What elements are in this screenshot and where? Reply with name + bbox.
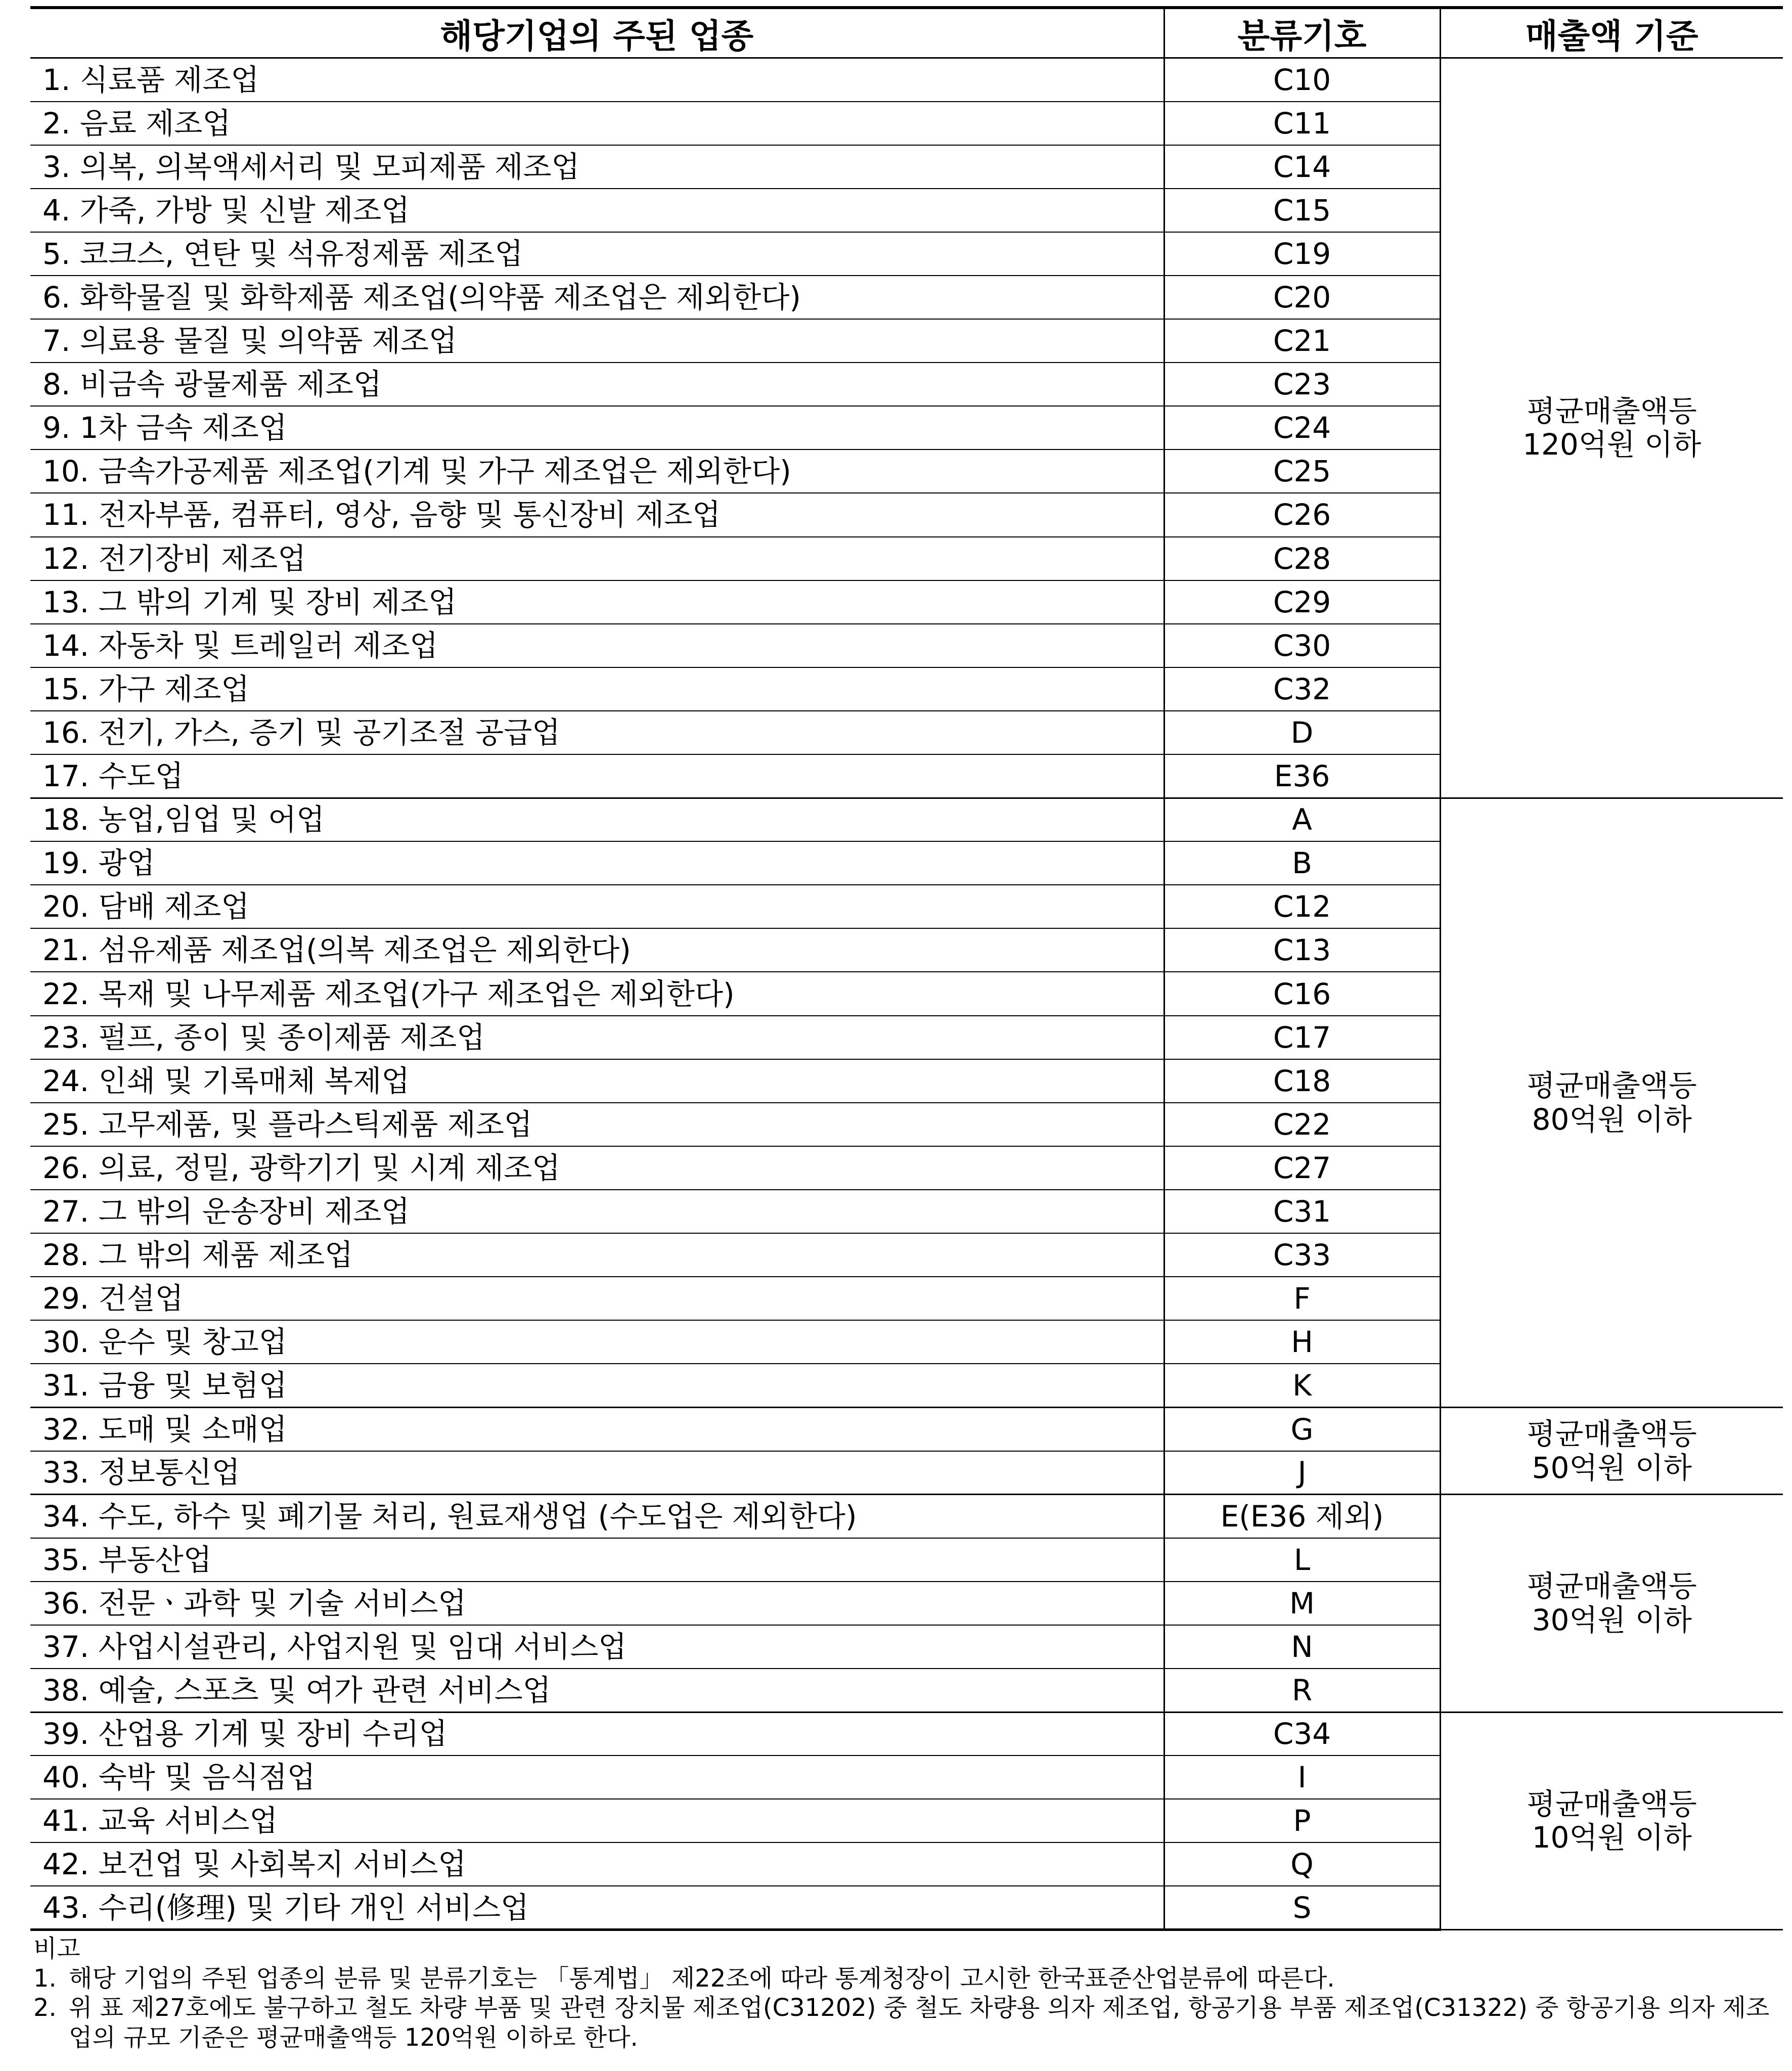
revenue-criterion-cell	[1440, 1495, 1783, 1712]
header-code: 분류기호	[1164, 8, 1440, 58]
industry-name-cell: 23. 펄프, 종이 및 종이제품 제조업	[30, 1016, 1164, 1059]
classification-code-cell: G	[1164, 1407, 1440, 1451]
classification-code-cell: C12	[1164, 885, 1440, 928]
classification-code-cell: F	[1164, 1277, 1440, 1320]
note-text: 위 표 제27호에도 불구하고 철도 차량 부품 및 관련 장치물 제조업(C31202) 중 철도 차량용 의자 제조업, 항공기용 부품 제조업(C31322) 중 항공기용 의자 제조업의 규모 기준은 평균매출액등 120억원 이하로 한다.	[69, 1994, 1770, 2052]
notes-title: 비고	[33, 1934, 80, 1963]
industry-name-cell: 18. 농업,임업 및 어업	[30, 798, 1164, 841]
industry-name-cell: 30. 운수 및 창고업	[30, 1320, 1164, 1364]
table-header-row	[30, 8, 1783, 58]
industry-name-cell: 22. 목재 및 나무제품 제조업(가구 제조업은 제외한다)	[30, 972, 1164, 1015]
classification-code-cell: H	[1164, 1320, 1440, 1364]
classification-code-cell: C11	[1164, 102, 1440, 145]
industry-name-cell: 25. 고무제품, 및 플라스틱제품 제조업	[30, 1103, 1164, 1146]
note-text: 해당 기업의 주된 업종의 분류 및 분류기호는 「통계법」 제22조에 따라 통계청장이 고시한 한국표준산업분류에 따른다.	[69, 1964, 1335, 1993]
classification-code-cell: C32	[1164, 667, 1440, 711]
criterion-threshold: 10억원 이하	[1532, 1820, 1692, 1855]
notes-section	[30, 1934, 1783, 2052]
criterion-threshold: 80억원 이하	[1532, 1102, 1692, 1137]
revenue-criterion-cell	[1440, 798, 1783, 1407]
document	[30, 6, 1783, 2052]
industry-name-cell: 37. 사업시설관리, 사업지원 및 임대 서비스업	[30, 1625, 1164, 1669]
revenue-criterion-cell	[1440, 1712, 1783, 1929]
classification-code-cell: E36	[1164, 754, 1440, 798]
classification-code-cell: C20	[1164, 276, 1440, 319]
note-number: 2.	[33, 1994, 57, 2022]
industry-name-cell: 11. 전자부품, 컴퓨터, 영상, 음향 및 통신장비 제조업	[30, 493, 1164, 536]
industry-name-cell: 24. 인쇄 및 기록매체 복제업	[30, 1059, 1164, 1103]
classification-code-cell: I	[1164, 1755, 1440, 1799]
industry-name-cell: 6. 화학물질 및 화학제품 제조업(의약품 제조업은 제외한다)	[30, 276, 1164, 319]
note-item	[33, 1964, 1783, 1994]
classification-code-cell: S	[1164, 1886, 1440, 1929]
industry-name-cell: 3. 의복, 의복액세서리 및 모피제품 제조업	[30, 145, 1164, 189]
industry-name-cell: 4. 가죽, 가방 및 신발 제조업	[30, 189, 1164, 232]
industry-name-cell: 14. 자동차 및 트레일러 제조업	[30, 624, 1164, 667]
classification-code-cell: C16	[1164, 972, 1440, 1015]
classification-code-cell: C21	[1164, 319, 1440, 363]
industry-name-cell: 38. 예술, 스포츠 및 여가 관련 서비스업	[30, 1669, 1164, 1712]
classification-code-cell: C24	[1164, 406, 1440, 449]
classification-code-cell: C10	[1164, 58, 1440, 102]
industry-name-cell: 16. 전기, 가스, 증기 및 공기조절 공급업	[30, 711, 1164, 754]
industry-name-cell: 17. 수도업	[30, 754, 1164, 798]
classification-code-cell: C22	[1164, 1103, 1440, 1146]
classification-code-cell: C28	[1164, 537, 1440, 580]
classification-code-cell: C31	[1164, 1190, 1440, 1233]
classification-code-cell: C13	[1164, 928, 1440, 972]
table-row	[30, 1495, 1783, 1538]
industry-name-cell: 34. 수도, 하수 및 폐기물 처리, 원료재생업 (수도업은 제외한다)	[30, 1495, 1164, 1538]
classification-code-cell: K	[1164, 1364, 1440, 1407]
classification-code-cell: C27	[1164, 1146, 1440, 1190]
classification-code-cell: C18	[1164, 1059, 1440, 1103]
industry-name-cell: 13. 그 밖의 기계 및 장비 제조업	[30, 580, 1164, 624]
industry-name-cell: 8. 비금속 광물제품 제조업	[30, 363, 1164, 406]
classification-code-cell: D	[1164, 711, 1440, 754]
industry-name-cell: 2. 음료 제조업	[30, 102, 1164, 145]
classification-code-cell: C17	[1164, 1016, 1440, 1059]
industry-name-cell: 26. 의료, 정밀, 광학기기 및 시계 제조업	[30, 1146, 1164, 1190]
criterion-label: 평균매출액등	[1527, 1416, 1697, 1451]
revenue-criterion-cell	[1440, 1407, 1783, 1494]
industry-name-cell: 10. 금속가공제품 제조업(기계 및 가구 제조업은 제외한다)	[30, 449, 1164, 493]
industry-name-cell: 29. 건설업	[30, 1277, 1164, 1320]
industry-name-cell: 33. 정보통신업	[30, 1451, 1164, 1495]
classification-code-cell: C26	[1164, 493, 1440, 536]
classification-code-cell: R	[1164, 1669, 1440, 1712]
header-criterion: 매출액 기준	[1440, 8, 1783, 58]
criterion-label: 평균매출액등	[1527, 393, 1697, 428]
classification-code-cell: C14	[1164, 145, 1440, 189]
classification-code-cell: B	[1164, 841, 1440, 885]
industry-name-cell: 41. 교육 서비스업	[30, 1799, 1164, 1842]
table-row	[30, 1712, 1783, 1755]
header-industry: 해당기업의 주된 업종	[440, 17, 754, 56]
classification-code-cell: C25	[1164, 449, 1440, 493]
industry-name-cell: 9. 1차 금속 제조업	[30, 406, 1164, 449]
table-row	[30, 798, 1783, 841]
criterion-label: 평균매출액등	[1527, 1068, 1697, 1103]
industry-name-cell: 20. 담배 제조업	[30, 885, 1164, 928]
classification-code-cell: E(E36 제외)	[1164, 1495, 1440, 1538]
classification-code-cell: J	[1164, 1451, 1440, 1495]
industry-name-cell: 7. 의료용 물질 및 의약품 제조업	[30, 319, 1164, 363]
classification-code-cell: A	[1164, 798, 1440, 841]
criterion-threshold: 50억원 이하	[1532, 1450, 1692, 1485]
classification-code-cell: N	[1164, 1625, 1440, 1669]
industry-name-cell: 39. 산업용 기계 및 장비 수리업	[30, 1712, 1164, 1755]
classification-code-cell: M	[1164, 1582, 1440, 1625]
industry-name-cell: 21. 섬유제품 제조업(의복 제조업은 제외한다)	[30, 928, 1164, 972]
industry-name-cell: 1. 식료품 제조업	[30, 58, 1164, 102]
classification-code-cell: C29	[1164, 580, 1440, 624]
industry-name-cell: 35. 부동산업	[30, 1538, 1164, 1582]
classification-code-cell: Q	[1164, 1842, 1440, 1886]
industry-name-cell: 15. 가구 제조업	[30, 667, 1164, 711]
note-number: 1.	[33, 1964, 57, 1993]
classification-code-cell: C23	[1164, 363, 1440, 406]
revenue-criterion-cell	[1440, 58, 1783, 798]
classification-code-cell: C33	[1164, 1233, 1440, 1277]
classification-code-cell: P	[1164, 1799, 1440, 1842]
industry-name-cell: 12. 전기장비 제조업	[30, 537, 1164, 580]
criterion-label: 평균매출액등	[1527, 1569, 1697, 1604]
criterion-label: 평균매출액등	[1527, 1786, 1697, 1821]
classification-code-cell: C34	[1164, 1712, 1440, 1755]
classification-code-cell: C30	[1164, 624, 1440, 667]
industry-name-cell: 19. 광업	[30, 841, 1164, 885]
industry-name-cell: 42. 보건업 및 사회복지 서비스업	[30, 1842, 1164, 1886]
table-row	[30, 1407, 1783, 1451]
classification-code-cell: C15	[1164, 189, 1440, 232]
industry-name-cell: 43. 수리(修理) 및 기타 개인 서비스업	[30, 1886, 1164, 1929]
industry-name-cell: 40. 숙박 및 음식점업	[30, 1755, 1164, 1799]
classification-code-cell: L	[1164, 1538, 1440, 1582]
table-body	[30, 58, 1783, 1930]
industry-name-cell: 5. 코크스, 연탄 및 석유정제품 제조업	[30, 232, 1164, 276]
criterion-threshold: 30억원 이하	[1532, 1602, 1692, 1637]
industry-name-cell: 32. 도매 및 소매업	[30, 1407, 1164, 1451]
note-item	[33, 1993, 1783, 2052]
criterion-threshold: 120억원 이하	[1522, 427, 1701, 462]
table-row	[30, 58, 1783, 102]
industry-size-table	[30, 6, 1783, 1931]
industry-name-cell: 28. 그 밖의 제품 제조업	[30, 1233, 1164, 1277]
industry-name-cell: 31. 금융 및 보험업	[30, 1364, 1164, 1407]
classification-code-cell: C19	[1164, 232, 1440, 276]
industry-name-cell: 36. 전문ㆍ과학 및 기술 서비스업	[30, 1582, 1164, 1625]
industry-name-cell: 27. 그 밖의 운송장비 제조업	[30, 1190, 1164, 1233]
